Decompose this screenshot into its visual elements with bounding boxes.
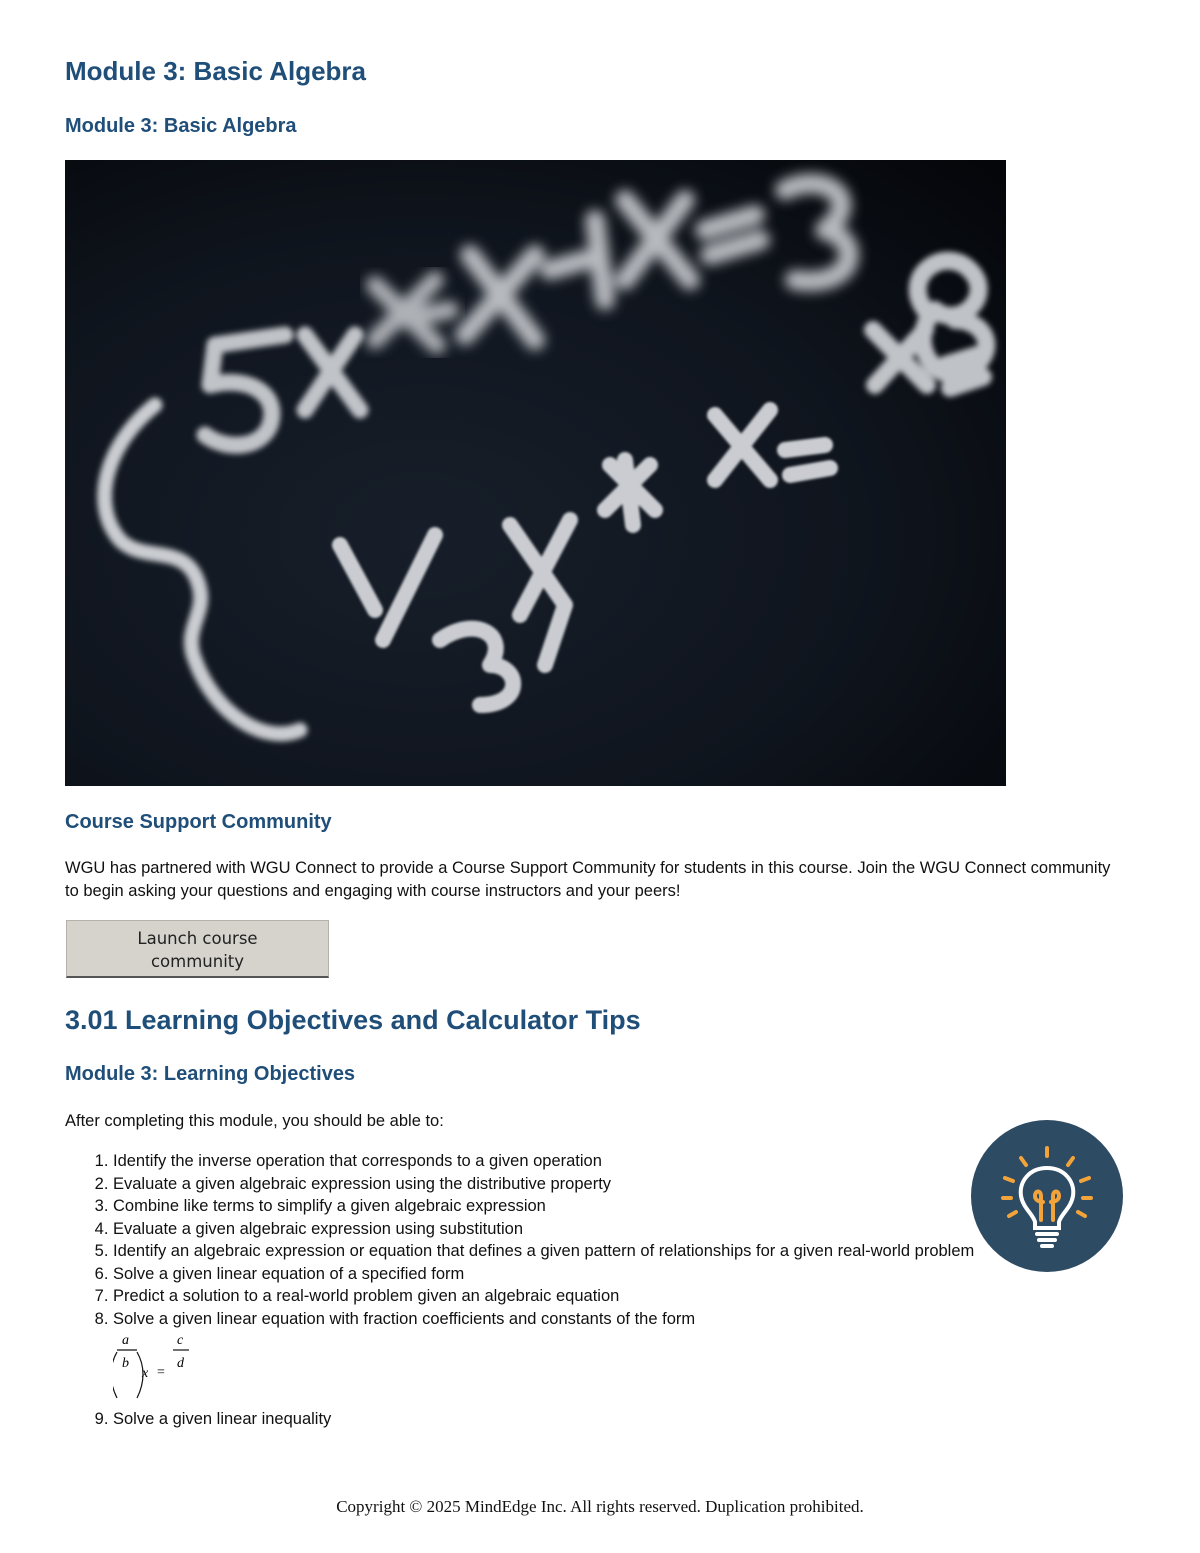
objectives-intro: After completing this module, you should be able to: xyxy=(65,1112,444,1130)
formula-a: a xyxy=(122,1333,129,1348)
list-item: 5. Identify an algebraic expression or equation that defines a given pattern of relationships for a given real-world problem xyxy=(113,1240,993,1263)
list-item: 1. Identify the inverse operation that corresponds to a given operation xyxy=(113,1150,993,1173)
section-title: 3.01 Learning Objectives and Calculator Tips xyxy=(65,1005,641,1035)
list-item: 2. Evaluate a given algebraic expression using the distributive property xyxy=(113,1173,993,1196)
formula-equals: = xyxy=(157,1365,165,1380)
community-heading: Course Support Community xyxy=(65,811,332,833)
list-item: 4. Evaluate a given algebraic expression using substitution xyxy=(113,1218,993,1241)
objectives-list xyxy=(65,1150,993,1431)
formula-d: d xyxy=(177,1356,184,1371)
lightbulb-icon xyxy=(971,1120,1123,1272)
launch-community-button[interactable]: Launch course community xyxy=(66,920,329,978)
formula-x: x xyxy=(142,1366,149,1381)
copyright-footer: Copyright © 2025 MindEdge Inc. All rights reserved. Duplication prohibited. xyxy=(336,1497,864,1516)
list-item xyxy=(113,1308,993,1409)
page-title: Module 3: Basic Algebra xyxy=(65,56,366,86)
fraction-formula xyxy=(113,1330,223,1408)
module-subtitle: Module 3: Basic Algebra xyxy=(65,115,297,137)
list-item: 7. Predict a solution to a real-world problem given an algebraic equation xyxy=(113,1285,993,1308)
list-item-text: Solve a given linear equation with fraction coefficients and constants of the form xyxy=(113,1309,696,1328)
list-item: 3. Combine like terms to simplify a given algebraic expression xyxy=(113,1195,993,1218)
objectives-heading: Module 3: Learning Objectives xyxy=(65,1063,356,1085)
community-description: WGU has partnered with WGU Connect to provide a Course Support Community for students in this course. Join the WGU Connect community to begin asking your questions and engaging with course instructors and your peers! xyxy=(65,859,1111,900)
list-item: 6. Solve a given linear equation of a specified form xyxy=(113,1263,993,1286)
formula-b: b xyxy=(122,1356,129,1371)
formula-c: c xyxy=(177,1333,184,1348)
list-item: 9. Solve a given linear inequality xyxy=(113,1408,993,1431)
chalkboard-algebra-image xyxy=(65,160,1006,786)
